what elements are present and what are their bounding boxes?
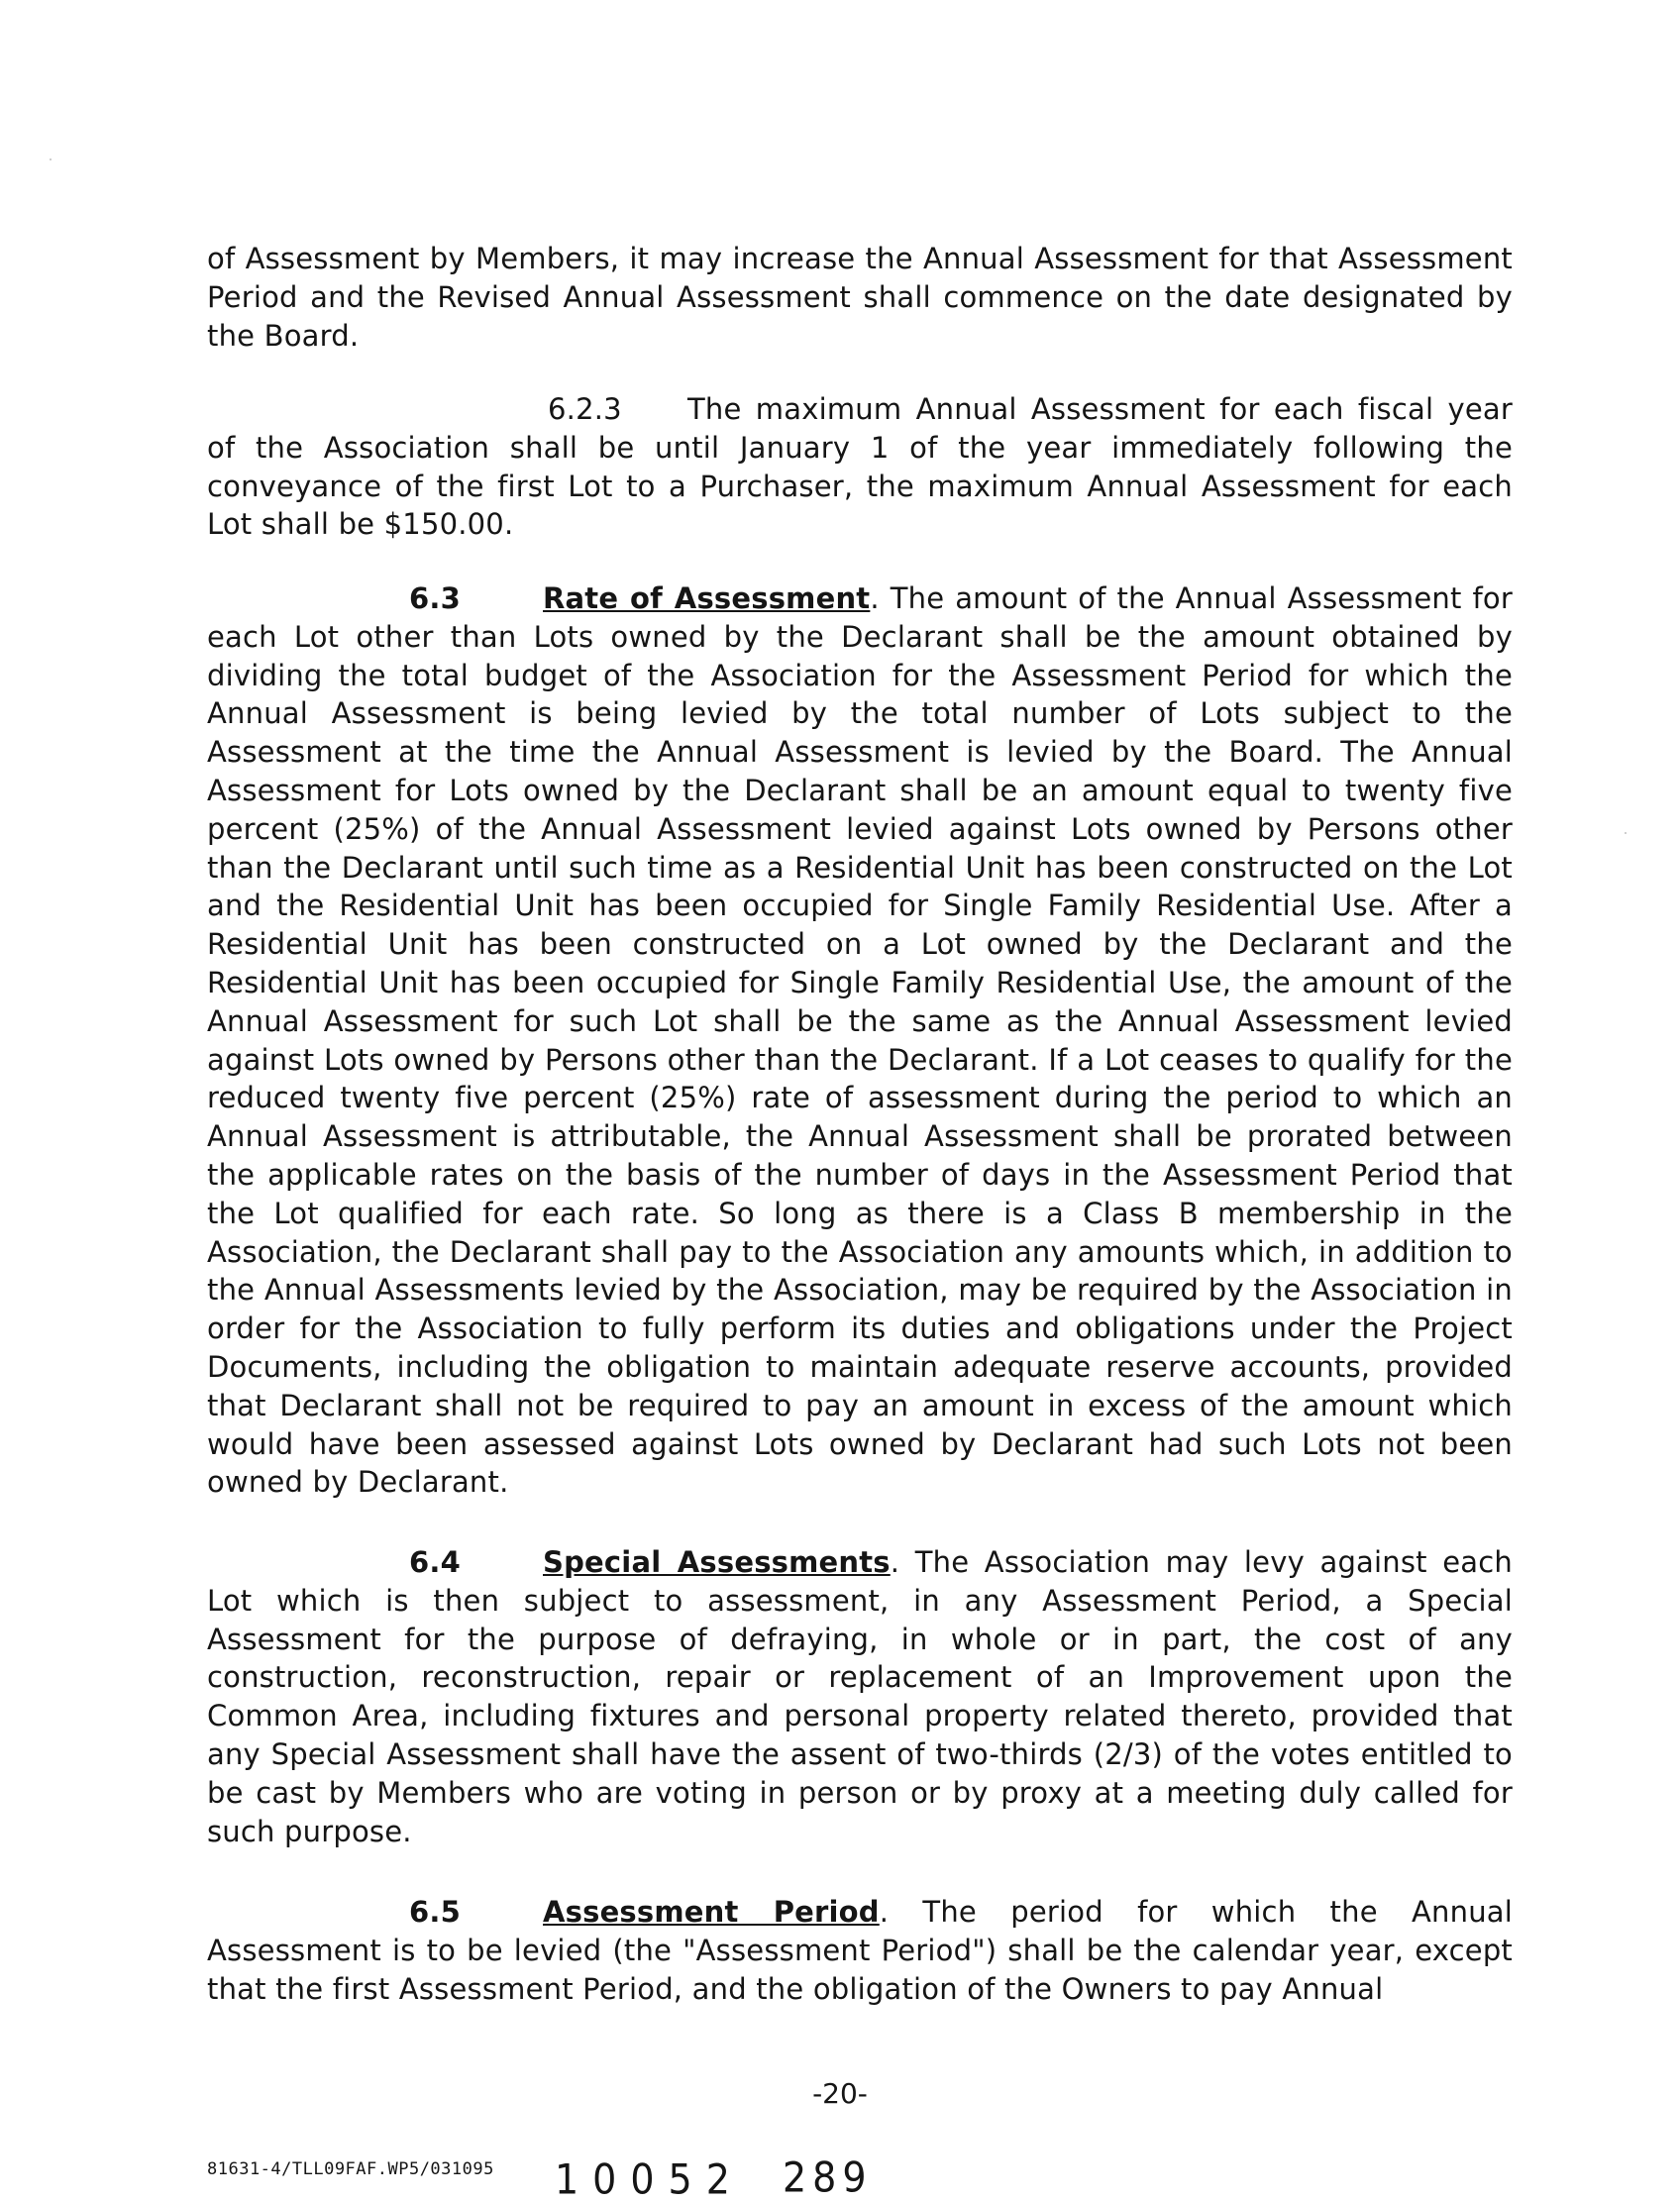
page-number: -20- (812, 2077, 868, 2110)
section-text: . The Association may levy against each Lot which is then subject to assessment, in any Assessment Period, a Special Assessment for the purpose of defraying, in whole or in part, the cost of any construction, reconstruction, repair or replacement of an Improvement upon the Common Area, including fixtures and personal property related thereto, provided that any Special Assessment shall have the assent of two-thirds (2/3) of the votes entitled to be cast by Members who are voting in person or by proxy at a meeting duly called for such purpose. (207, 1545, 1513, 1848)
section-title: Assessment Period (543, 1895, 880, 1929)
section-number: 6.5 (409, 1895, 461, 1929)
section-6-3 (207, 579, 1513, 1502)
paragraph-continuation (207, 240, 1513, 355)
scan-speck (1625, 832, 1627, 834)
recording-stamp-book: 10052 (555, 2154, 744, 2203)
section-6-4 (207, 1543, 1513, 1850)
paragraph-text: of Assessment by Members, it may increase the Annual Assessment for that Assessment Period and the Revised Annual Assessment shall commence on the date designated by the Board. (207, 242, 1513, 353)
section-number: 6.4 (409, 1545, 461, 1579)
document-footer-code: 81631-4/TLL09FAF.WP5/031095 (207, 2159, 494, 2179)
section-number: 6.3 (409, 581, 461, 615)
section-title: Rate of Assessment (543, 581, 871, 615)
paragraph-6-2-3 (207, 390, 1513, 544)
section-text: . The period for which the Annual Assessment is to be levied (the "Assessment Period") shall be the calendar year, except that the first Assessment Period, and the obligation of the Owners to pay Annual (207, 1895, 1513, 2006)
section-number: 6.2.3 (548, 392, 622, 426)
scan-speck (50, 158, 52, 160)
section-text: . The amount of the Annual Assessment for each Lot other than Lots owned by the Declarant shall be the amount obtained by dividing the total budget of the Association for the Assessment Period for which the Annual Assessment is being levied by the total number of Lots subject to the Assessment at the time the Annual Assessment is levied by the Board. The Annual Assessment for Lots owned by the Declarant shall be an amount equal to twenty five percent (25%) of the Annual Assessment levied against Lots owned by Persons other than the Declarant until such time as a Residential Unit has been constructed on the Lot and the Residential Unit has been occupied for Single Family Residential Use. After a Residential Unit has been constructed on a Lot owned by the Declarant and the Residential Unit has been occupied for Single Family Residential Use, the amount of the Annual Assessment for such Lot shall be the same as the Annual Assessment levied against Lots owned by Persons other than the Declarant. If a Lot ceases to qualify for the reduced twenty five percent (25%) rate of assessment during the period to which an Annual Assessment is attributable, the Annual Assessment shall be prorated between the applicable rates on the basis of the number of days in the Assessment Period that the Lot qualified for each rate. So long as there is a Class B membership in the Association, the Declarant shall pay to the Association any amounts which, in addition to the Annual Assessments levied by the Association, may be required by the Association in order for the Association to fully perform its duties and obligations under the Project Documents, including the obligation to maintain adequate reserve accounts, provided that Declarant shall not be required to pay an amount in excess of the amount which would have been assessed against Lots owned by Declarant had such Lots not been owned by Declarant. (207, 581, 1513, 1500)
section-6-5 (207, 1893, 1513, 2008)
recording-stamp-page: 289 (783, 2152, 873, 2202)
paragraph-text: The maximum Annual Assessment for each fiscal year of the Association shall be until January 1 of the year immediately following the conveyance of the first Lot to a Purchaser, the maximum Annual Assessment for each Lot shall be $150.00. (207, 392, 1513, 542)
section-title: Special Assessments (543, 1545, 891, 1579)
